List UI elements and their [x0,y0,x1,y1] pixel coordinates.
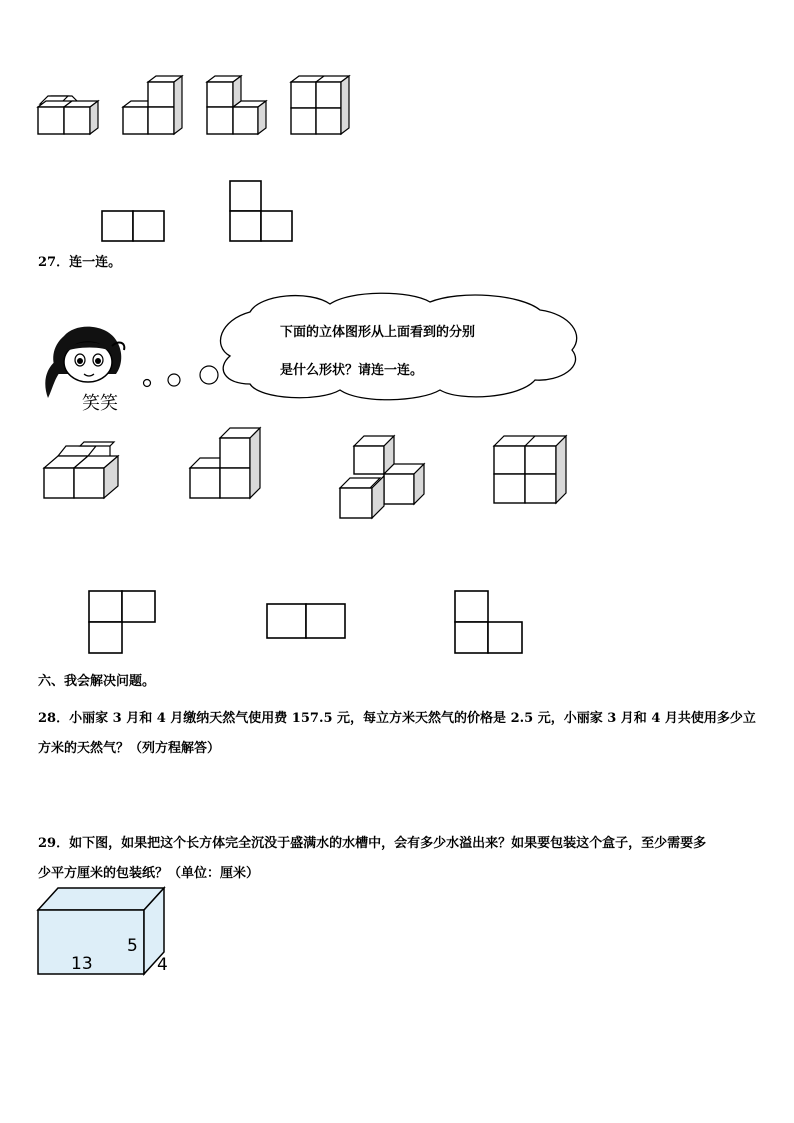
q28-line-2: 方米的天然气？（列方程解答） [38,741,221,756]
q27-solid-d [494,436,566,503]
dim-width-label: 4 [157,955,168,975]
q27-solid-b [190,428,260,498]
solid-two-plus-back [38,96,98,134]
view-two-horizontal [102,211,164,241]
q27-view-two-horizontal [267,604,345,638]
bubble-line-1: 下面的立体图形从上面看到的分别 [280,325,476,340]
q29-line-2: 少平方厘米的包装纸？（单位：厘米） [38,866,260,881]
section-6-heading: 六、我会解决问题。 [38,674,156,689]
q28-line-1: 28．小丽家 3 月和 4 月缴纳天然气使用费 157.5 元，每立方米天然气的价格是 2.5 元，小丽家 3 月和 4 月共使用多少立 [38,711,756,726]
character-caption: 笑笑 [82,393,118,414]
top-solid-1 [0,0,794,250]
q27-views [0,585,794,660]
q27-view-l-bottom-right [455,591,522,653]
q27-view-l-top-right [89,591,155,653]
q27-solid-c [340,436,424,518]
q29-line-1: 29．如下图，如果把这个长方体完全沉没于盛满水的水槽中，会有多少水溢出来？如果要包装这个盒子，至少需要多 [38,836,707,851]
thought-bubble [140,290,590,410]
q27-solid-a [44,442,118,498]
dim-length-label: 13 [71,954,93,974]
view-l-shape [230,181,292,241]
q27-solids [0,420,794,530]
solid-square-block [291,76,349,134]
bubble-line-2: 是什么形状？请连一连。 [280,363,424,378]
dim-height-label: 5 [127,936,138,956]
solid-l-left [207,76,266,134]
solid-l-right [123,76,182,134]
q27-label: 27．连一连。 [38,255,122,270]
